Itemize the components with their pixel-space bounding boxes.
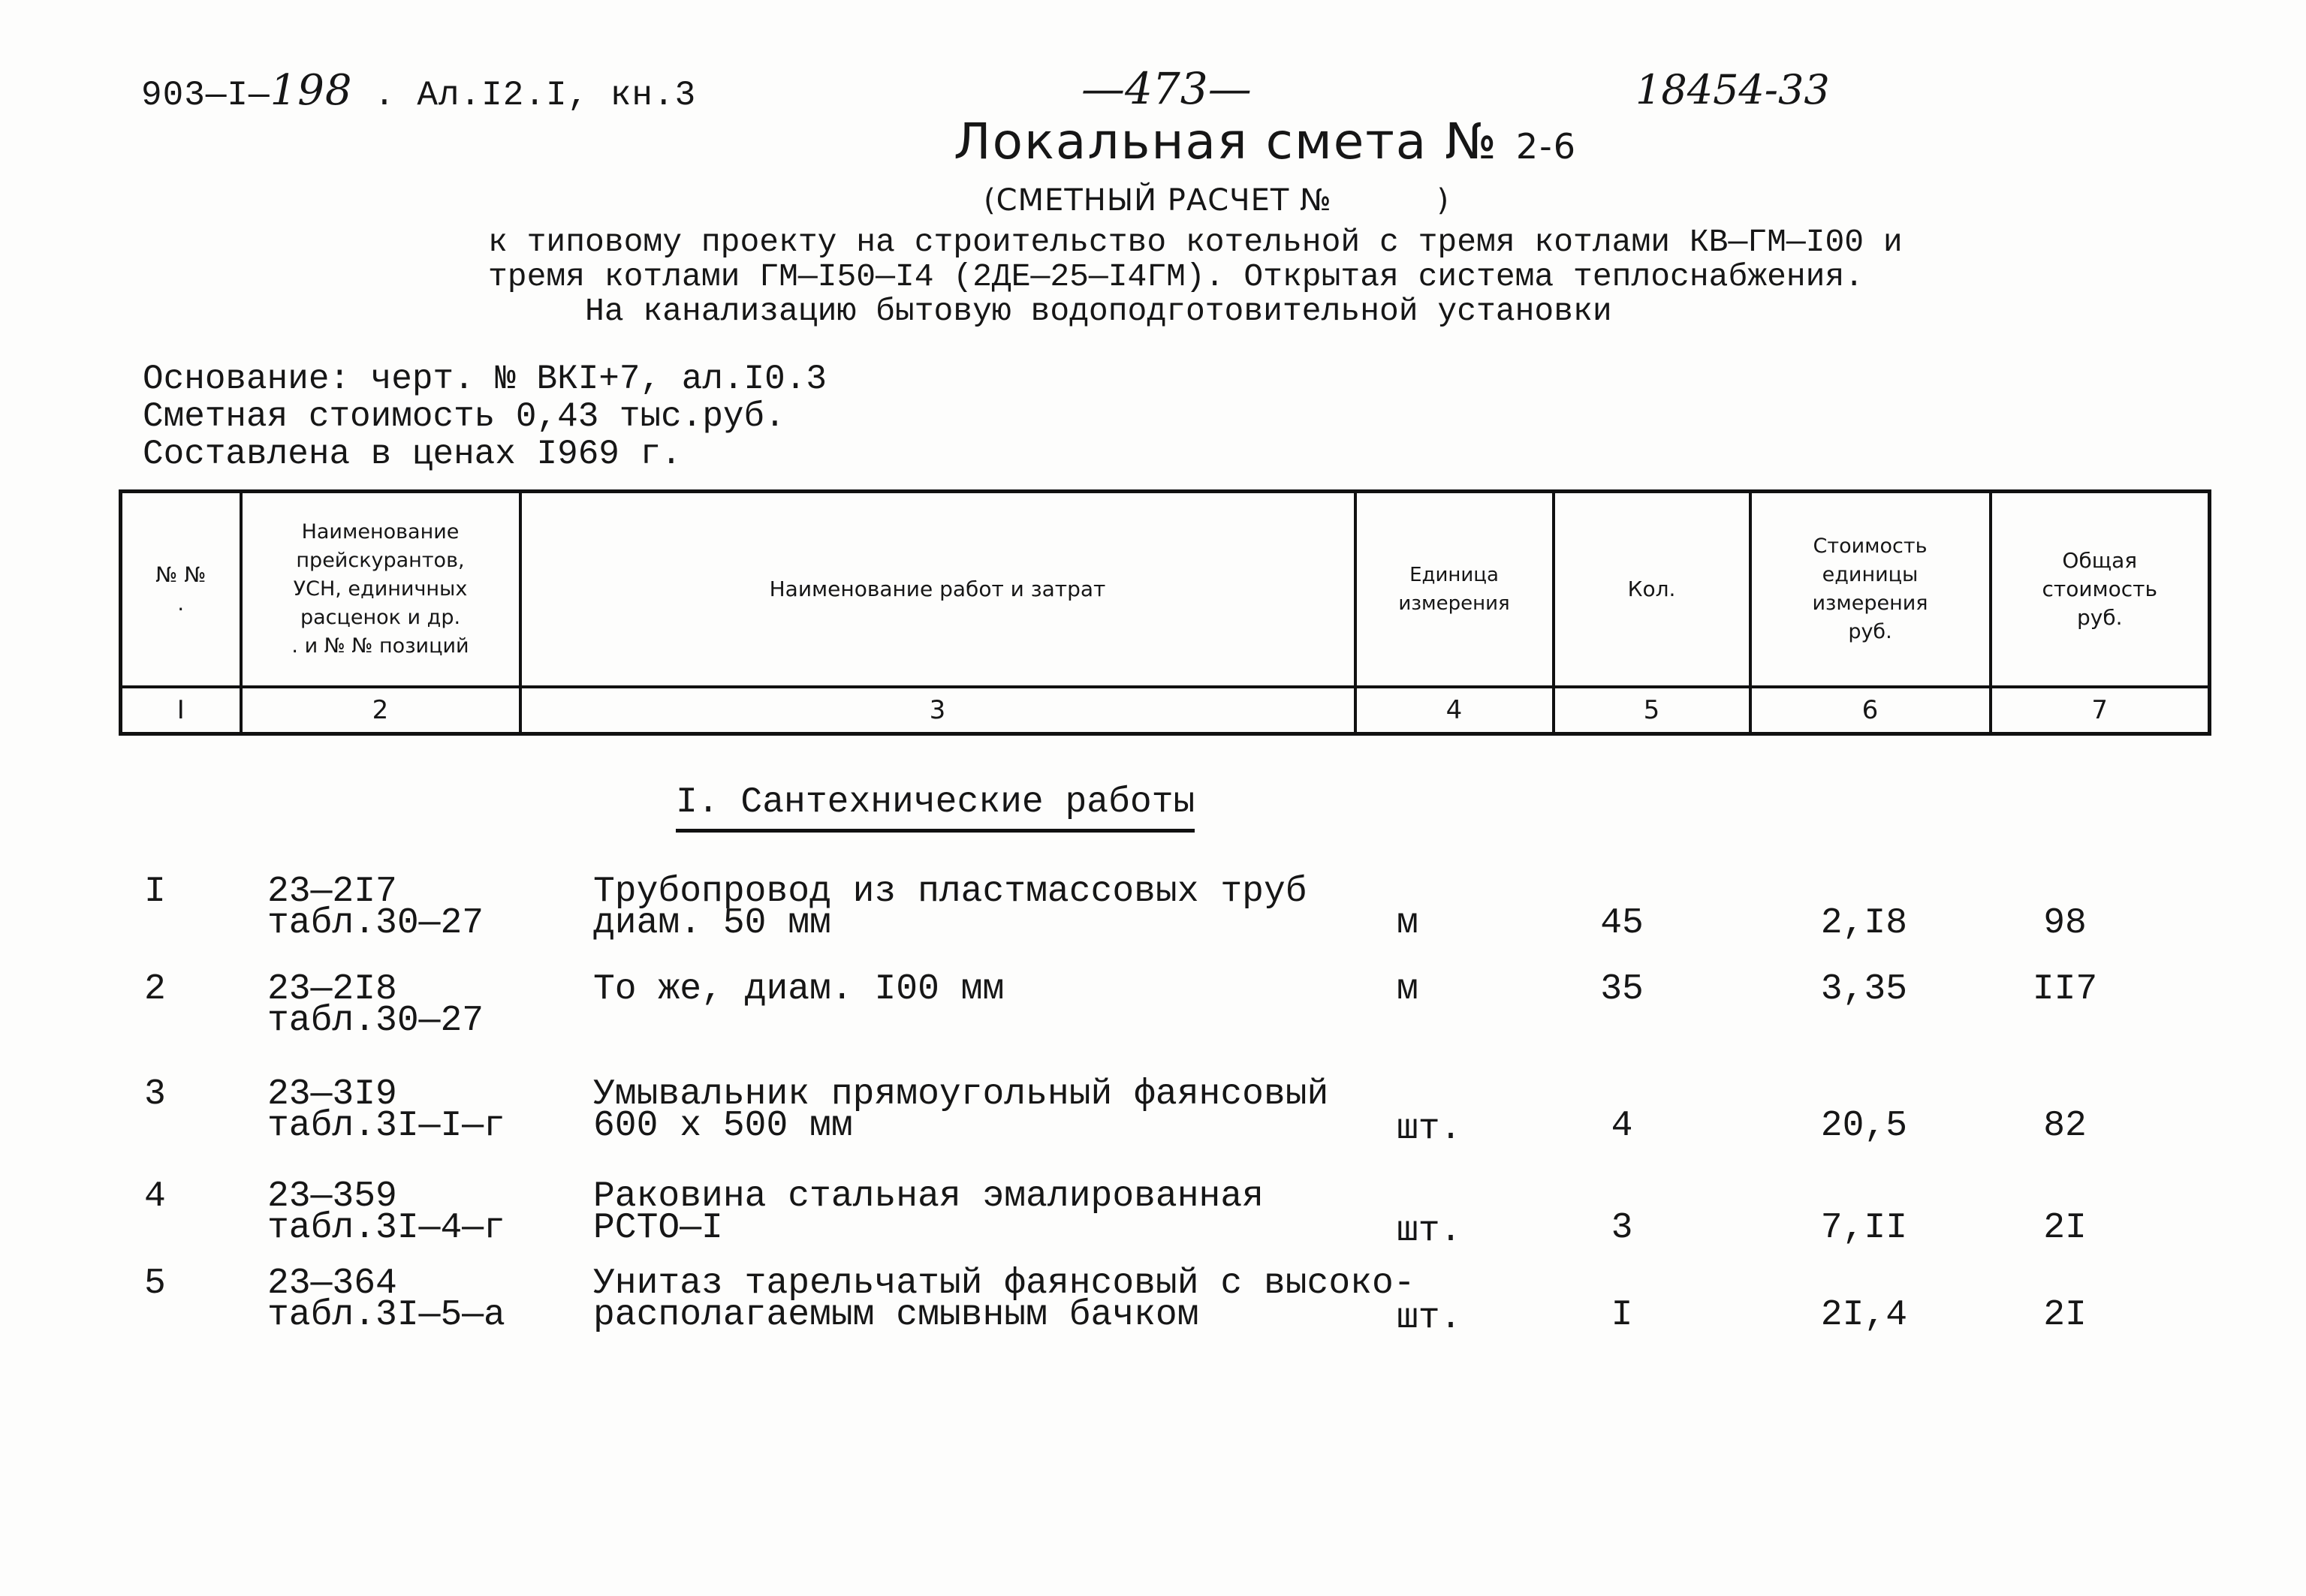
document-code-prefix: 903—I—	[141, 76, 270, 115]
row-2-table-ref: табл.30—27	[267, 1001, 484, 1041]
col-number-7: 7	[1991, 687, 2210, 734]
document-code-suffix: . Ал.I2.I, кн.3	[352, 76, 697, 115]
row-3-table-ref: табл.3I—I—г	[267, 1106, 505, 1146]
row-5-code: 23—364	[267, 1263, 397, 1304]
row-2-unit-cost: 3,35	[1820, 969, 1907, 1010]
subtitle-left: (СМЕТНЫЙ РАСЧЕТ №	[984, 183, 1332, 218]
row-5-name-cont: располагаемым смывным бачком	[593, 1295, 1199, 1336]
col-header-code: Наименование прейскурантов, УСН, единичных расценок и др. . и № № позиций	[241, 492, 520, 688]
row-4-name: Раковина стальная эмалированная	[593, 1176, 1264, 1217]
row-4-quantity: 3	[1611, 1208, 1633, 1248]
row-1-name: Трубопровод из пластмассовых труб	[593, 872, 1307, 912]
project-description: к типовому проекту на строительство котельной с тремя котлами КВ—ГМ—I00 и тремя котлами ГМ—I50—I4 (2ДЕ—25—I4ГМ). Открытая система теплоснабжения. На канализацию бытовую водоподготовительной установки	[488, 224, 1903, 330]
row-2-total: II7	[2032, 969, 2098, 1010]
row-4-unit-cost: 7,II	[1820, 1208, 1907, 1248]
col-number-5: 5	[1554, 687, 1750, 734]
row-2-number: 2	[144, 969, 166, 1010]
row-3-unit-cost: 20,5	[1820, 1106, 1907, 1146]
col-header-number: № № .	[121, 492, 241, 688]
row-5-unit: шт.	[1397, 1298, 1462, 1339]
row-1-table-ref: табл.30—27	[267, 903, 484, 944]
col-number-3: 3	[520, 687, 1355, 734]
estimate-basis: Основание: черт. № ВКI+7, ал.I0.3 Сметная стоимость 0,43 тыс.руб. Составлена в ценах I969 г.	[143, 360, 827, 474]
row-4-total: 2I	[2043, 1208, 2087, 1248]
estimate-number: 2-6	[1515, 126, 1578, 167]
row-5-total: 2I	[2043, 1295, 2087, 1336]
row-2-code: 23—2I8	[267, 969, 397, 1010]
row-2-unit: м	[1397, 969, 1418, 1010]
row-1-quantity: 45	[1600, 903, 1644, 944]
section-title-text: I. Сантехнические работы	[676, 782, 1195, 833]
row-1-name-cont: диам. 50 мм	[593, 903, 831, 944]
col-header-unit-cost: Стоимость единицы измерения руб.	[1750, 492, 1991, 688]
row-3-quantity: 4	[1611, 1106, 1633, 1146]
subtitle-right: )	[1436, 183, 1450, 218]
row-1-total: 98	[2043, 903, 2087, 944]
row-4-table-ref: табл.3I—4—г	[267, 1208, 505, 1248]
document-code-handwritten: 198	[270, 66, 353, 115]
row-1-unit-cost: 2,I8	[1820, 903, 1907, 944]
col-number-1: I	[121, 687, 241, 734]
page-title-text: Локальная смета №	[954, 113, 1498, 170]
row-3-name-cont: 600 х 500 мм	[593, 1106, 853, 1146]
row-1-unit: м	[1397, 903, 1418, 944]
row-4-number: 4	[144, 1176, 166, 1217]
estimate-table-header	[119, 489, 2211, 736]
page-number: —473—	[1081, 63, 1252, 114]
col-header-work-name: Наименование работ и затрат	[520, 492, 1355, 688]
row-3-number: 3	[144, 1074, 166, 1115]
row-3-code: 23—3I9	[267, 1074, 397, 1115]
page-subtitle	[984, 183, 1449, 218]
row-3-unit: шт.	[1397, 1109, 1462, 1149]
row-2-name: То же, диам. I00 мм	[593, 969, 1005, 1010]
row-4-name-cont: РСТО—I	[593, 1208, 723, 1248]
section-title	[676, 782, 1195, 823]
col-header-unit: Единица измерения	[1355, 492, 1554, 688]
row-4-unit: шт.	[1397, 1211, 1462, 1251]
col-number-2: 2	[241, 687, 520, 734]
row-2-quantity: 35	[1600, 969, 1644, 1010]
row-1-code: 23—2I7	[267, 872, 397, 912]
row-5-table-ref: табл.3I—5—а	[267, 1295, 505, 1336]
document-code	[141, 66, 696, 115]
row-4-code: 23—359	[267, 1176, 397, 1217]
row-5-number: 5	[144, 1263, 166, 1304]
col-header-quantity: Кол.	[1554, 492, 1750, 688]
page-title	[954, 113, 1577, 170]
col-header-total-cost: Общая стоимость руб.	[1991, 492, 2210, 688]
row-5-name: Унитаз тарельчатый фаянсовый с высоко-	[593, 1263, 1415, 1304]
row-3-name: Умывальник прямоугольный фаянсовый	[593, 1074, 1329, 1115]
archive-number: 18454-33	[1635, 66, 1830, 113]
col-number-6: 6	[1750, 687, 1991, 734]
row-5-unit-cost: 2I,4	[1820, 1295, 1907, 1336]
row-5-quantity: I	[1611, 1295, 1633, 1336]
row-3-total: 82	[2043, 1106, 2087, 1146]
col-number-4: 4	[1355, 687, 1554, 734]
row-1-number: I	[144, 872, 166, 912]
